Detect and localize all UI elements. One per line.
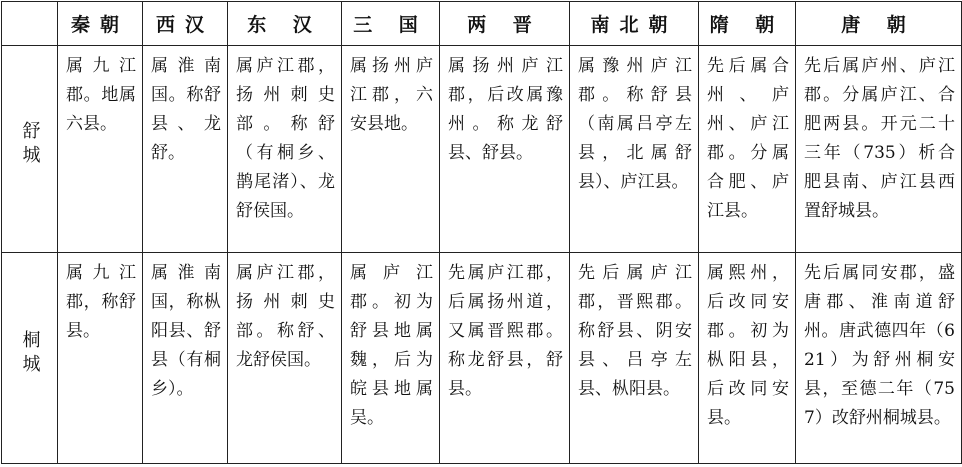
row-label-text: 桐城 xyxy=(19,330,41,378)
table-cell: 先后属庐州、庐江郡。分属庐江、合肥两县。开元二十三年（735）析合肥县南、庐江县西置舒城县。 xyxy=(796,46,962,253)
table-cell: 先后属合州、庐州、庐江郡。分属合肥、庐江县。 xyxy=(699,46,796,253)
header-tang: 唐 朝 xyxy=(796,2,962,46)
header-southern-northern: 南北朝 xyxy=(570,2,699,46)
table-row xyxy=(2,253,962,464)
table-cell: 属庐江郡。初为舒县地属魏，后为皖县地属吴。 xyxy=(342,253,440,464)
header-corner xyxy=(2,2,58,46)
header-sui: 隋 朝 xyxy=(699,2,796,46)
row-label xyxy=(2,46,58,253)
header-row xyxy=(2,2,962,46)
table-cell: 属扬州庐江郡，后改属豫州。称龙舒县、舒县。 xyxy=(440,46,570,253)
header-qin: 秦朝 xyxy=(58,2,143,46)
table-cell: 属豫州庐江郡。称舒县（南属吕亭左县，北属舒县）、庐江县。 xyxy=(570,46,699,253)
table-cell: 属九江郡。地属六县。 xyxy=(58,46,143,253)
header-three-kingdoms: 三 国 xyxy=(342,2,440,46)
header-western-han: 西汉 xyxy=(143,2,228,46)
table-cell: 先后属同安郡，盛唐郡、淮南道舒州。唐武德四年（621）为舒州桐安县，至德二年（757）改舒州桐城县。 xyxy=(796,253,962,464)
table-cell: 属庐江郡，扬州刺史部。称舒（有桐乡、鹊尾渚）、龙舒侯国。 xyxy=(228,46,342,253)
table-cell: 属淮南国。称舒县、龙舒。 xyxy=(143,46,228,253)
table-cell: 属庐江郡，扬州刺史部。称舒、龙舒侯国。 xyxy=(228,253,342,464)
row-label xyxy=(2,253,58,464)
table-row xyxy=(2,46,962,253)
table-cell: 先属庐江郡，后属扬州道，又属晋熙郡。称龙舒县，舒县。 xyxy=(440,253,570,464)
table-cell: 属扬州庐江郡，六安县地。 xyxy=(342,46,440,253)
history-table xyxy=(1,1,962,464)
table-cell: 属九江郡，称舒县。 xyxy=(58,253,143,464)
header-jin: 两 晋 xyxy=(440,2,570,46)
header-eastern-han: 东 汉 xyxy=(228,2,342,46)
row-label-text: 舒城 xyxy=(19,121,41,169)
table-cell: 属淮南国，称枞阳县、舒县（有桐乡）。 xyxy=(143,253,228,464)
table-cell: 属熙州，后改同安郡。初为枞阳县，后改同安县。 xyxy=(699,253,796,464)
table-cell: 先后属庐江郡，晋熙郡。称舒县、阴安县、吕亭左县、枞阳县。 xyxy=(570,253,699,464)
